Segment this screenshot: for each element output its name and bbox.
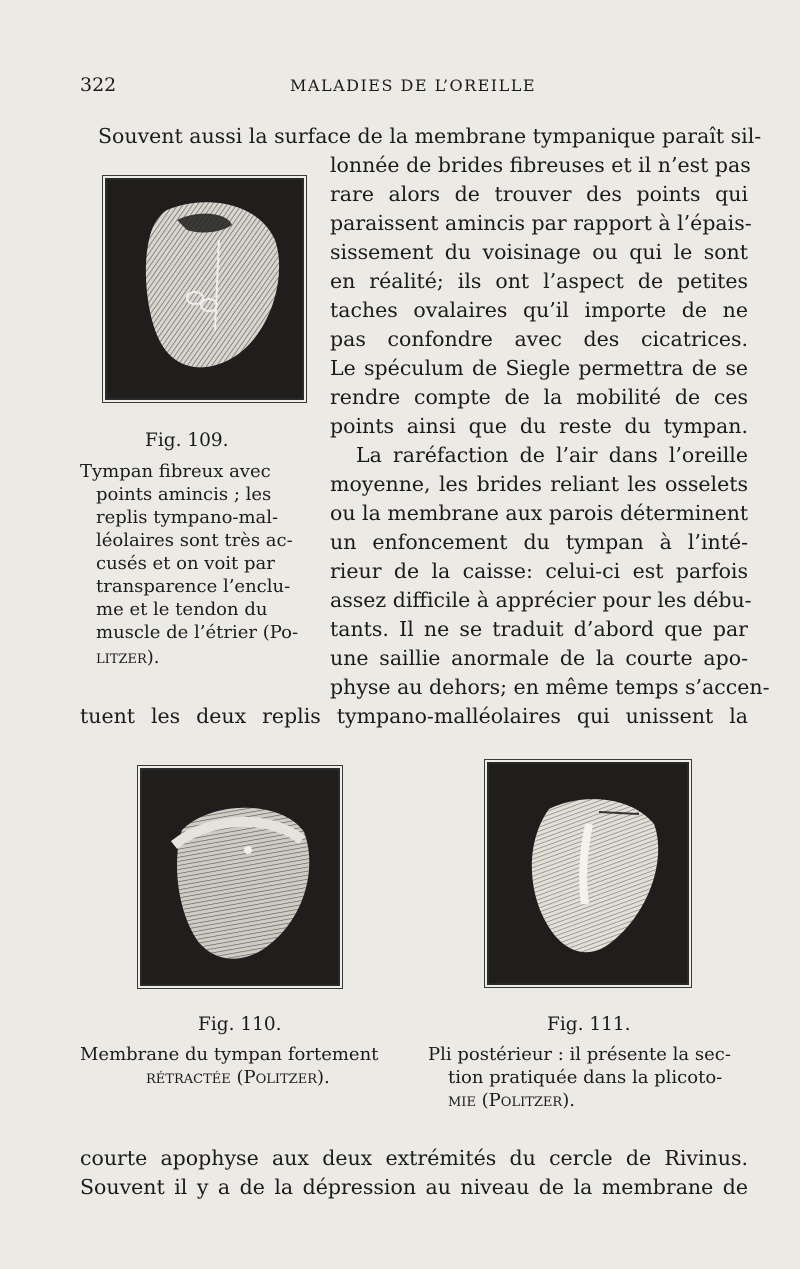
body-line: rendre compte de la mobilité de ces — [330, 385, 748, 409]
figure-111-caption-line: tion pratiquée dans la plicoto- — [448, 1067, 723, 1088]
body-line: paraissent amincis par rapport à l’épais- — [330, 211, 752, 235]
figure-110-label: Fig. 110. — [198, 1014, 282, 1035]
figure-109-caption-line: me et le tendon du — [96, 599, 268, 620]
body-line: tants. Il ne se traduit d’abord que par — [330, 617, 748, 641]
figure-109-image — [105, 178, 304, 400]
tympanum-fibrous-illustration — [107, 180, 302, 398]
body-line: ou la membrane aux parois déterminent — [330, 501, 749, 525]
body-line: courte apophyse aux deux extrémités du cercle de Rivinus. — [80, 1146, 748, 1170]
body-line: en réalité; ils ont l’aspect de petites — [330, 269, 748, 293]
body-line: taches ovalaires qu’il importe de ne — [330, 298, 748, 322]
figure-110-caption-line: Membrane du tympan fortement — [80, 1044, 379, 1065]
body-line: un enfoncement du tympan à l’inté- — [330, 530, 748, 554]
figure-110-caption-line: rétractée (Politzer). — [146, 1067, 330, 1088]
body-line: pas confondre avec des cicatrices. — [330, 327, 748, 351]
page-number: 322 — [80, 74, 117, 96]
figure-109-label: Fig. 109. — [145, 430, 229, 451]
figure-109-caption-line: Tympan fibreux avec — [80, 461, 271, 482]
figure-109-caption-line: replis tympano-mal- — [96, 507, 279, 528]
page-header — [80, 74, 748, 102]
body-line: La raréfaction de l’air dans l’oreille — [356, 443, 748, 467]
body-line: sissement du voisinage ou qui le sont — [330, 240, 748, 264]
figure-109-caption-line: muscle de l’étrier (Po- — [96, 622, 299, 643]
retracted-tympanum-illustration — [142, 770, 338, 984]
body-line: points ainsi que du reste du tympan. — [330, 414, 748, 438]
figure-111-caption-line: Pli postérieur : il présente la sec- — [428, 1044, 731, 1065]
figure-111-label: Fig. 111. — [547, 1014, 631, 1035]
body-line: physe au dehors; en même temps s’accen- — [330, 675, 770, 699]
figure-109-caption-line: cusés et on voit par — [96, 553, 275, 574]
figure-109-caption-line: litzer). — [96, 647, 160, 668]
figure-109-caption-line: transparence l’enclu- — [96, 576, 291, 597]
body-line: une saillie anormale de la courte apo- — [330, 646, 748, 670]
posterior-fold-illustration — [489, 764, 687, 983]
body-line: lonnée de brides fibreuses et il n’est pas — [330, 153, 751, 177]
body-line: tuent les deux replis tympano-malléolaires qui unissent la — [80, 704, 748, 728]
body-line: Souvent aussi la surface de la membrane tympanique paraît sil- — [98, 124, 762, 148]
body-line: assez difficile à apprécier pour les débu- — [330, 588, 752, 612]
figure-110-image — [140, 768, 340, 986]
body-line: rieur de la caisse: celui-ci est parfois — [330, 559, 748, 583]
body-line: rare alors de trouver des points qui — [330, 182, 748, 206]
running-title: MALADIES DE L’OREILLE — [290, 76, 537, 95]
figure-111-image — [487, 762, 689, 985]
figure-111-caption-line: mie (Politzer). — [448, 1090, 575, 1111]
body-line: Le spéculum de Siegle permettra de se — [330, 356, 748, 380]
body-line: Souvent il y a de la dépression au niveau de la membrane de — [80, 1175, 748, 1199]
figure-109-caption-line: léolaires sont très ac- — [96, 530, 293, 551]
figure-109-caption-line: points amincis ; les — [96, 484, 272, 505]
body-line: moyenne, les brides reliant les osselets — [330, 472, 748, 496]
